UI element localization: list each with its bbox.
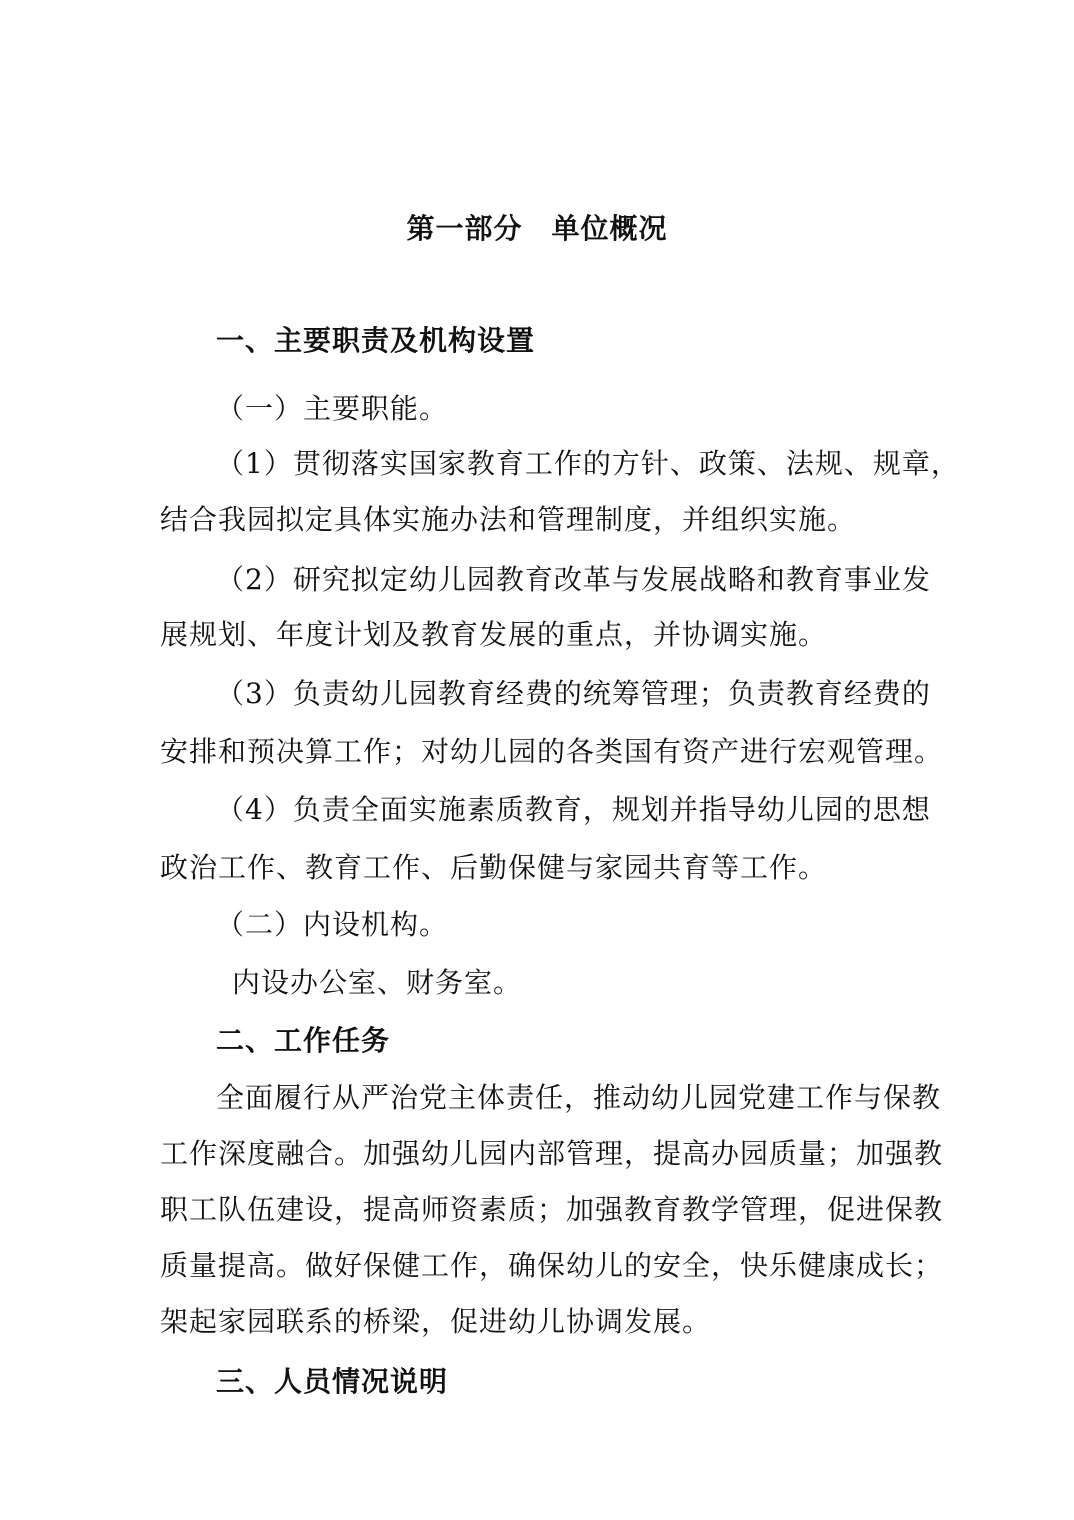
paragraph-line: 架起家园联系的桥梁，促进幼儿协调发展。 [160, 1305, 712, 1338]
paragraph-line: 职工队伍建设，提高师资素质；加强教育教学管理，促进保教 [160, 1193, 944, 1226]
subheading-internal-units: （二）内设机构。 [216, 908, 449, 941]
paragraph-line: 全面履行从严治党主体责任，推动幼儿园党建工作与保教 [216, 1081, 942, 1114]
paragraph-line: （1）贯彻落实国家教育工作的方针、政策、法规、规章， [216, 447, 960, 480]
paragraph-line: 工作深度融合。加强幼儿园内部管理，提高办园质量；加强教 [160, 1137, 944, 1170]
subheading-functions: （一）主要职能。 [216, 392, 449, 425]
paragraph-line: 质量提高。做好保健工作，确保幼儿的安全，快乐健康成长； [160, 1249, 944, 1282]
paragraph-line: 结合我园拟定具体实施办法和管理制度，并组织实施。 [160, 503, 857, 536]
section-heading-staff: 三、人员情况说明 [216, 1365, 449, 1398]
paragraph-line: 内设办公室、财务室。 [232, 966, 523, 999]
page-title: 第一部分 单位概况 [406, 212, 668, 245]
paragraph-line: （4）负责全面实施素质教育，规划并指导幼儿园的思想 [216, 793, 931, 826]
paragraph-line: 政治工作、教育工作、后勤保健与家园共育等工作。 [160, 851, 828, 884]
section-heading-duties: 一、主要职责及机构设置 [216, 324, 536, 357]
paragraph-line: （2）研究拟定幼儿园教育改革与发展战略和教育事业发 [216, 563, 931, 596]
paragraph-line: 安排和预决算工作；对幼儿园的各类国有资产进行宏观管理。 [160, 735, 944, 768]
paragraph-line: 展规划、年度计划及教育发展的重点，并协调实施。 [160, 618, 828, 651]
section-heading-tasks: 二、工作任务 [216, 1024, 391, 1057]
paragraph-line: （3）负责幼儿园教育经费的统筹管理；负责教育经费的 [216, 677, 931, 710]
